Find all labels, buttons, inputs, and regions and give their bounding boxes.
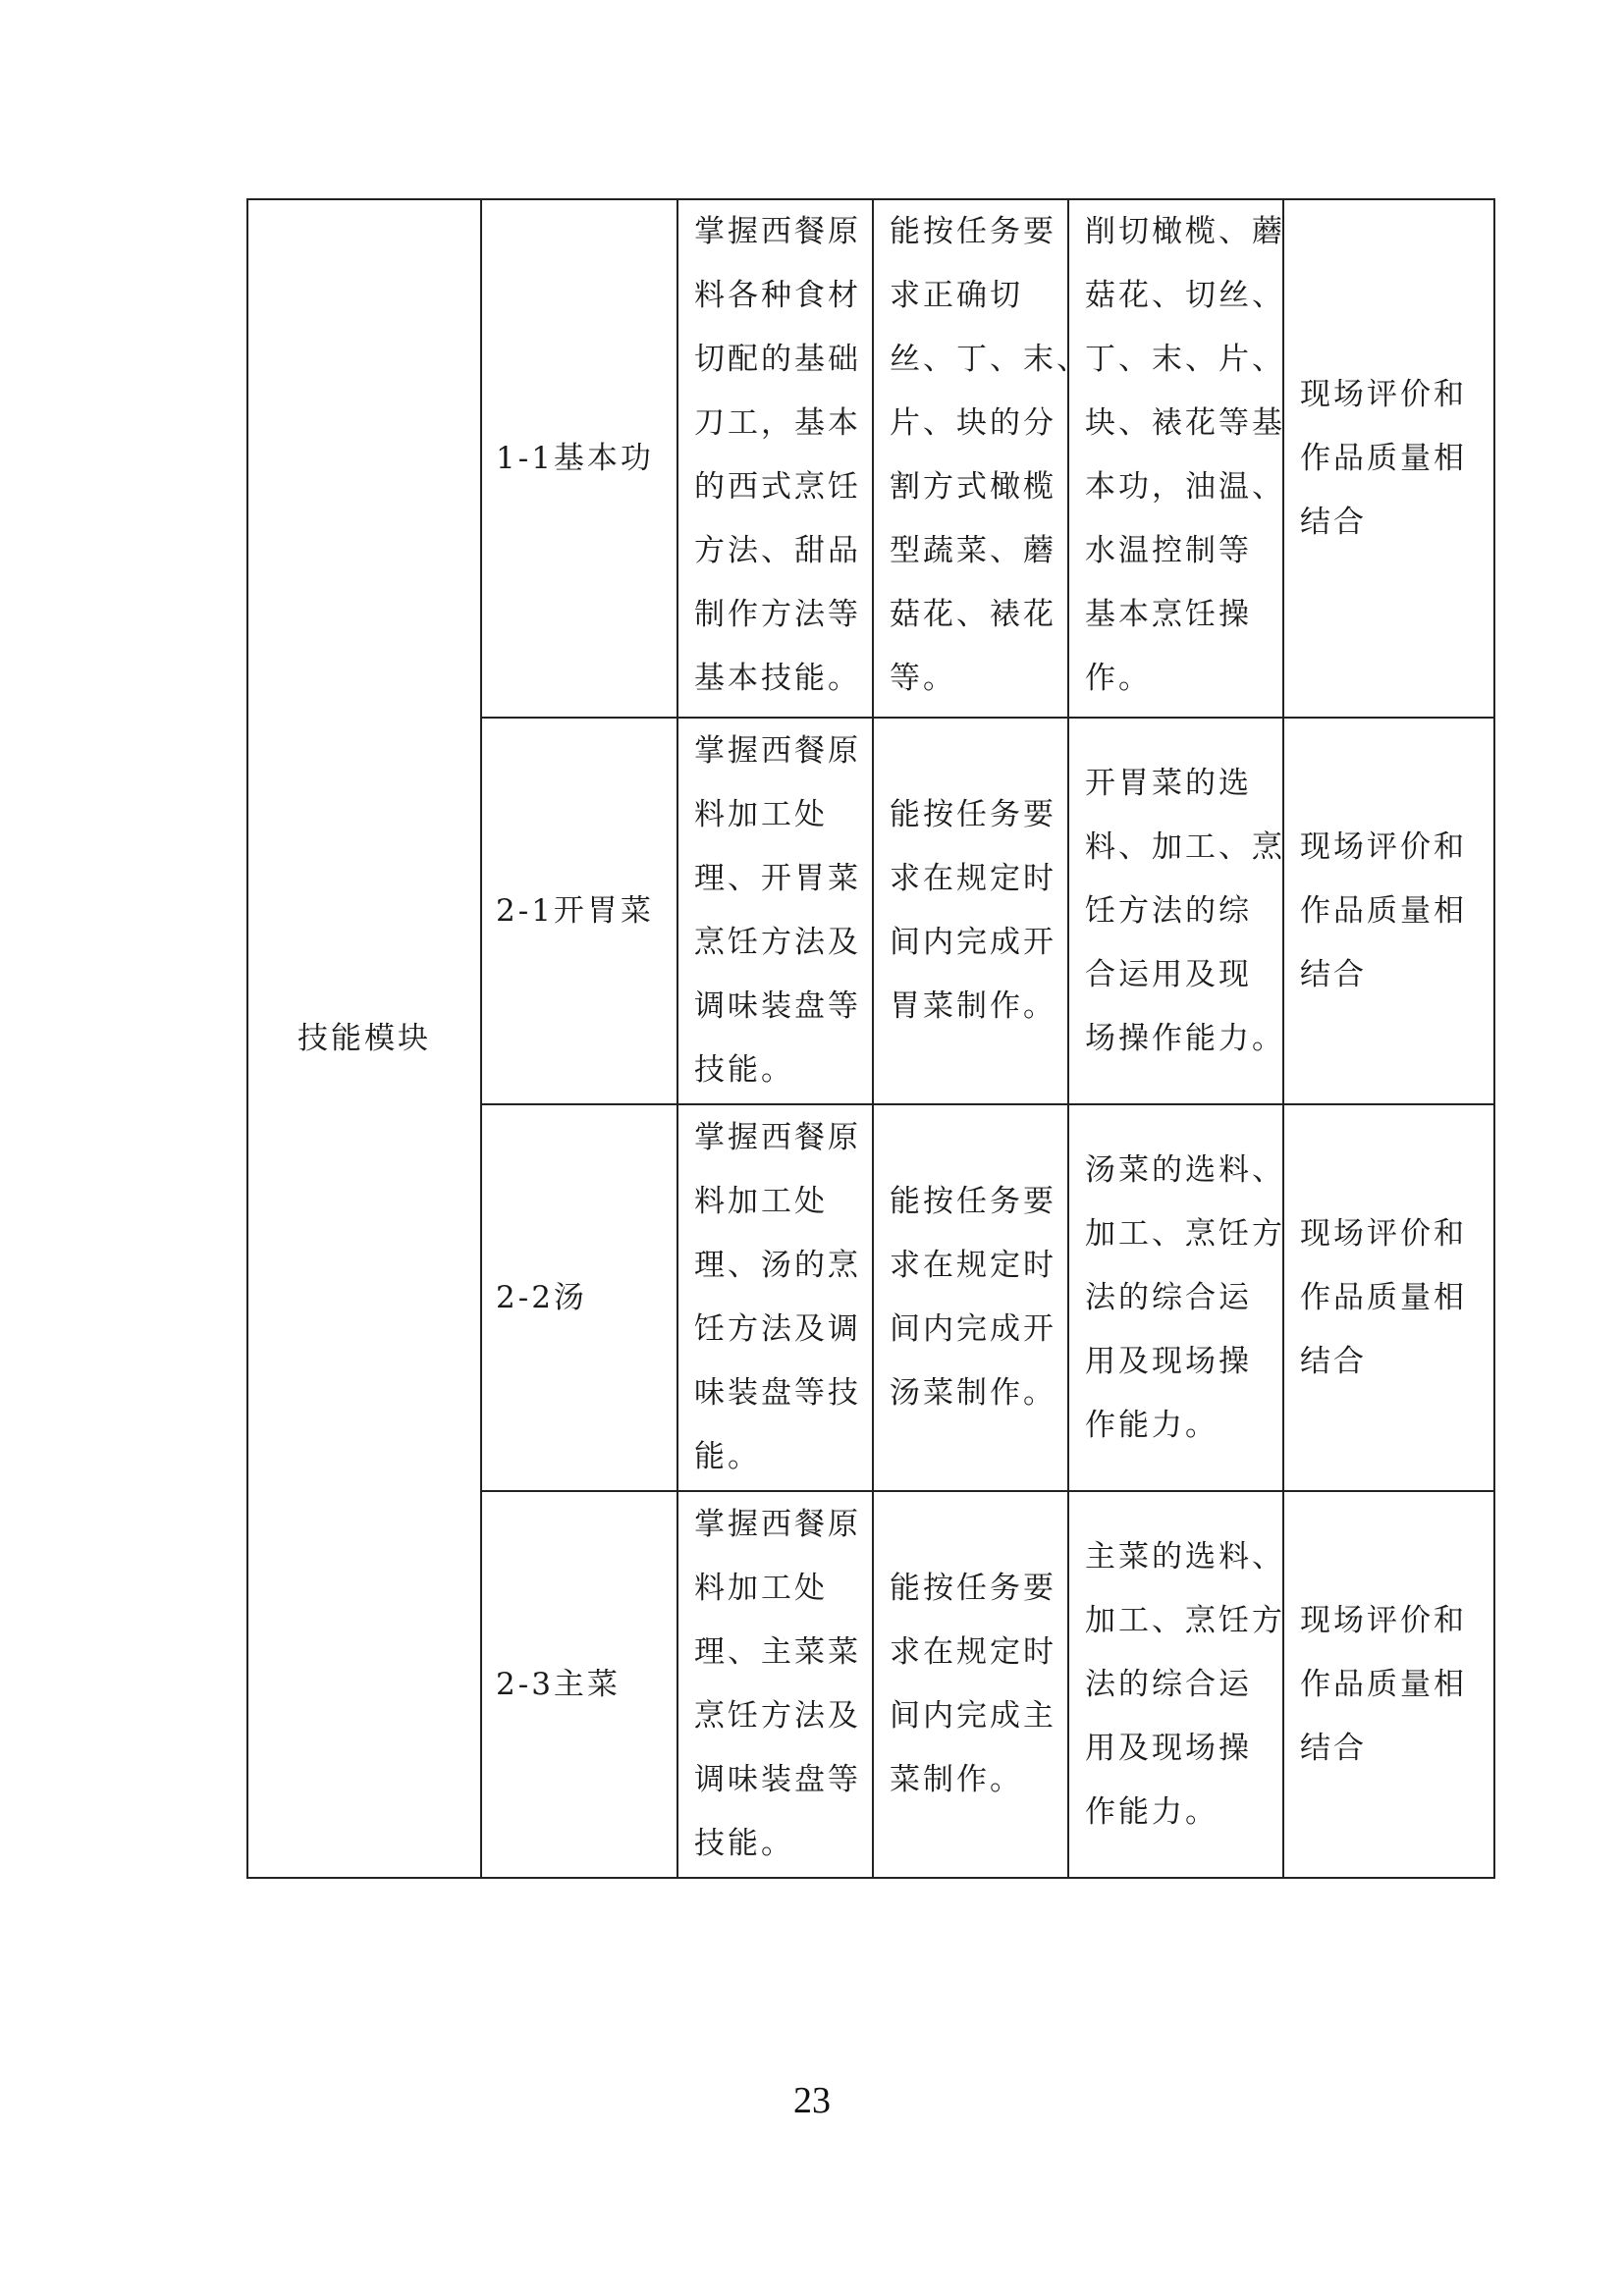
cell-line: 丁、末、片、: [1085, 342, 1285, 377]
cell-line: 主菜的选料、: [1085, 1538, 1285, 1575]
skills-module-table: [246, 198, 1495, 1879]
knowledge-cell: [677, 1491, 873, 1878]
cell-line: 块、裱花等基: [1085, 405, 1285, 441]
cell-line: 理、汤的烹: [694, 1248, 861, 1283]
cell-line: 开胃菜的选: [1085, 765, 1252, 801]
content-cell: [1068, 1491, 1283, 1878]
cell-line: 菇花、切丝、: [1085, 278, 1285, 313]
content-cell: [1068, 1104, 1283, 1491]
cell-line: 水温控制等: [1085, 533, 1252, 568]
cell-line: 味装盘等技: [694, 1375, 861, 1411]
cell-line: 掌握西餐原: [694, 214, 861, 249]
cell-line: 丝、丁、末、: [890, 342, 1090, 377]
cell-line: 结合: [1300, 504, 1367, 540]
cell-line: 作品质量相: [1300, 1666, 1467, 1702]
requirement-cell: [873, 1104, 1068, 1491]
cell-line: 结合: [1300, 1730, 1367, 1766]
cell-line: 调味装盘等: [694, 1762, 861, 1797]
cell-line: 作品质量相: [1300, 440, 1467, 476]
cell-line: 作品质量相: [1300, 892, 1467, 929]
cell-line: 用及现场操: [1085, 1343, 1252, 1379]
cell-line: 现场评价和: [1300, 1602, 1467, 1638]
cell-line: 能按任务要: [890, 1571, 1056, 1606]
cell-line: 结合: [1300, 956, 1367, 992]
page-number: 23: [793, 2080, 831, 2121]
knowledge-cell: [677, 199, 873, 718]
cell-line: 烹饪方法及: [694, 925, 861, 960]
table-row: [247, 199, 1494, 718]
cell-line: 加工、烹饪方: [1085, 1602, 1285, 1638]
cell-line: 片、块的分: [890, 405, 1056, 441]
cell-line: 的西式烹饪: [694, 469, 861, 505]
cell-line: 现场评价和: [1300, 828, 1467, 865]
cell-line: 合运用及现: [1085, 956, 1252, 992]
cell-line: 型蔬菜、蘑: [890, 533, 1056, 568]
cell-line: 现场评价和: [1300, 376, 1467, 412]
item-cell: 2-1开胃菜: [481, 718, 677, 1104]
item-cell: 2-3主菜: [481, 1491, 677, 1878]
cell-line: 料加工处: [694, 797, 828, 832]
cell-line: 能按任务要: [890, 1184, 1056, 1219]
cell-line: 掌握西餐原: [694, 1507, 861, 1542]
cell-line: 间内完成主: [890, 1698, 1056, 1734]
cell-line: 料各种食材: [694, 278, 861, 313]
content-cell: [1068, 718, 1283, 1104]
requirement-cell: [873, 199, 1090, 718]
cell-line: 削切橄榄、蘑: [1085, 214, 1285, 249]
cell-line: 求正确切: [890, 278, 1023, 313]
cell-line: 胃菜制作。: [890, 988, 1056, 1024]
cell-line: 基本技能。: [694, 661, 861, 696]
cell-line: 求在规定时: [890, 1248, 1056, 1283]
cell-line: 料加工处: [694, 1571, 828, 1606]
cell-line: 掌握西餐原: [694, 1120, 861, 1155]
content-cell: [1068, 199, 1283, 718]
knowledge-cell: [677, 718, 873, 1104]
cell-line: 能按任务要: [890, 214, 1056, 249]
cell-line: 作品质量相: [1300, 1279, 1467, 1315]
cell-line: 料加工处: [694, 1184, 828, 1219]
cell-line: 汤菜的选料、: [1085, 1151, 1285, 1188]
cell-line: 技能。: [694, 1052, 794, 1088]
cell-line: 汤菜制作。: [890, 1375, 1056, 1411]
cell-line: 间内完成开: [890, 1311, 1056, 1347]
cell-line: 菜制作。: [890, 1762, 1023, 1797]
cell-line: 能按任务要: [890, 797, 1056, 832]
cell-line: 求在规定时: [890, 861, 1056, 896]
cell-line: 法的综合运: [1085, 1279, 1252, 1315]
cell-line: 等。: [890, 661, 956, 696]
cell-line: 作能力。: [1085, 1407, 1218, 1443]
assessment-cell: [1283, 199, 1494, 718]
cell-line: 刀工，基本: [694, 405, 861, 441]
item-cell: 2-2汤: [481, 1104, 677, 1491]
requirement-cell: [873, 718, 1068, 1104]
cell-line: 切配的基础: [694, 342, 861, 377]
cell-line: 基本烹饪操: [1085, 597, 1252, 632]
cell-line: 掌握西餐原: [694, 733, 861, 769]
cell-line: 调味装盘等: [694, 988, 861, 1024]
cell-line: 理、开胃菜: [694, 861, 861, 896]
assessment-cell: [1283, 1491, 1494, 1878]
cell-line: 理、主菜菜: [694, 1634, 861, 1670]
cell-line: 结合: [1300, 1343, 1367, 1379]
cell-line: 菇花、裱花: [890, 597, 1056, 632]
cell-line: 饪方法及调: [694, 1311, 861, 1347]
cell-line: 饪方法的综: [1085, 892, 1252, 929]
cell-line: 法的综合运: [1085, 1666, 1252, 1702]
cell-line: 间内完成开: [890, 925, 1056, 960]
cell-line: 本功，油温、: [1085, 469, 1285, 505]
cell-line: 料、加工、烹: [1085, 828, 1285, 865]
knowledge-cell: [677, 1104, 873, 1491]
cell-line: 能。: [694, 1439, 761, 1474]
assessment-cell: [1283, 718, 1494, 1104]
cell-line: 场操作能力。: [1085, 1020, 1285, 1056]
cell-line: 现场评价和: [1300, 1215, 1467, 1252]
cell-line: 烹饪方法及: [694, 1698, 861, 1734]
cell-line: 制作方法等: [694, 597, 861, 632]
cell-line: 求在规定时: [890, 1634, 1056, 1670]
cell-line: 加工、烹饪方: [1085, 1215, 1285, 1252]
requirement-cell: [873, 1491, 1068, 1878]
cell-line: 用及现场操: [1085, 1730, 1252, 1766]
cell-line: 方法、甜品: [694, 533, 861, 568]
cell-line: 技能。: [694, 1826, 794, 1861]
assessment-cell: [1283, 1104, 1494, 1491]
item-cell: 1-1基本功: [481, 199, 677, 718]
cell-line: 作能力。: [1085, 1793, 1218, 1830]
cell-line: 作。: [1085, 661, 1152, 696]
cell-line: 割方式橄榄: [890, 469, 1056, 505]
module-cell: 技能模块: [247, 199, 481, 1878]
